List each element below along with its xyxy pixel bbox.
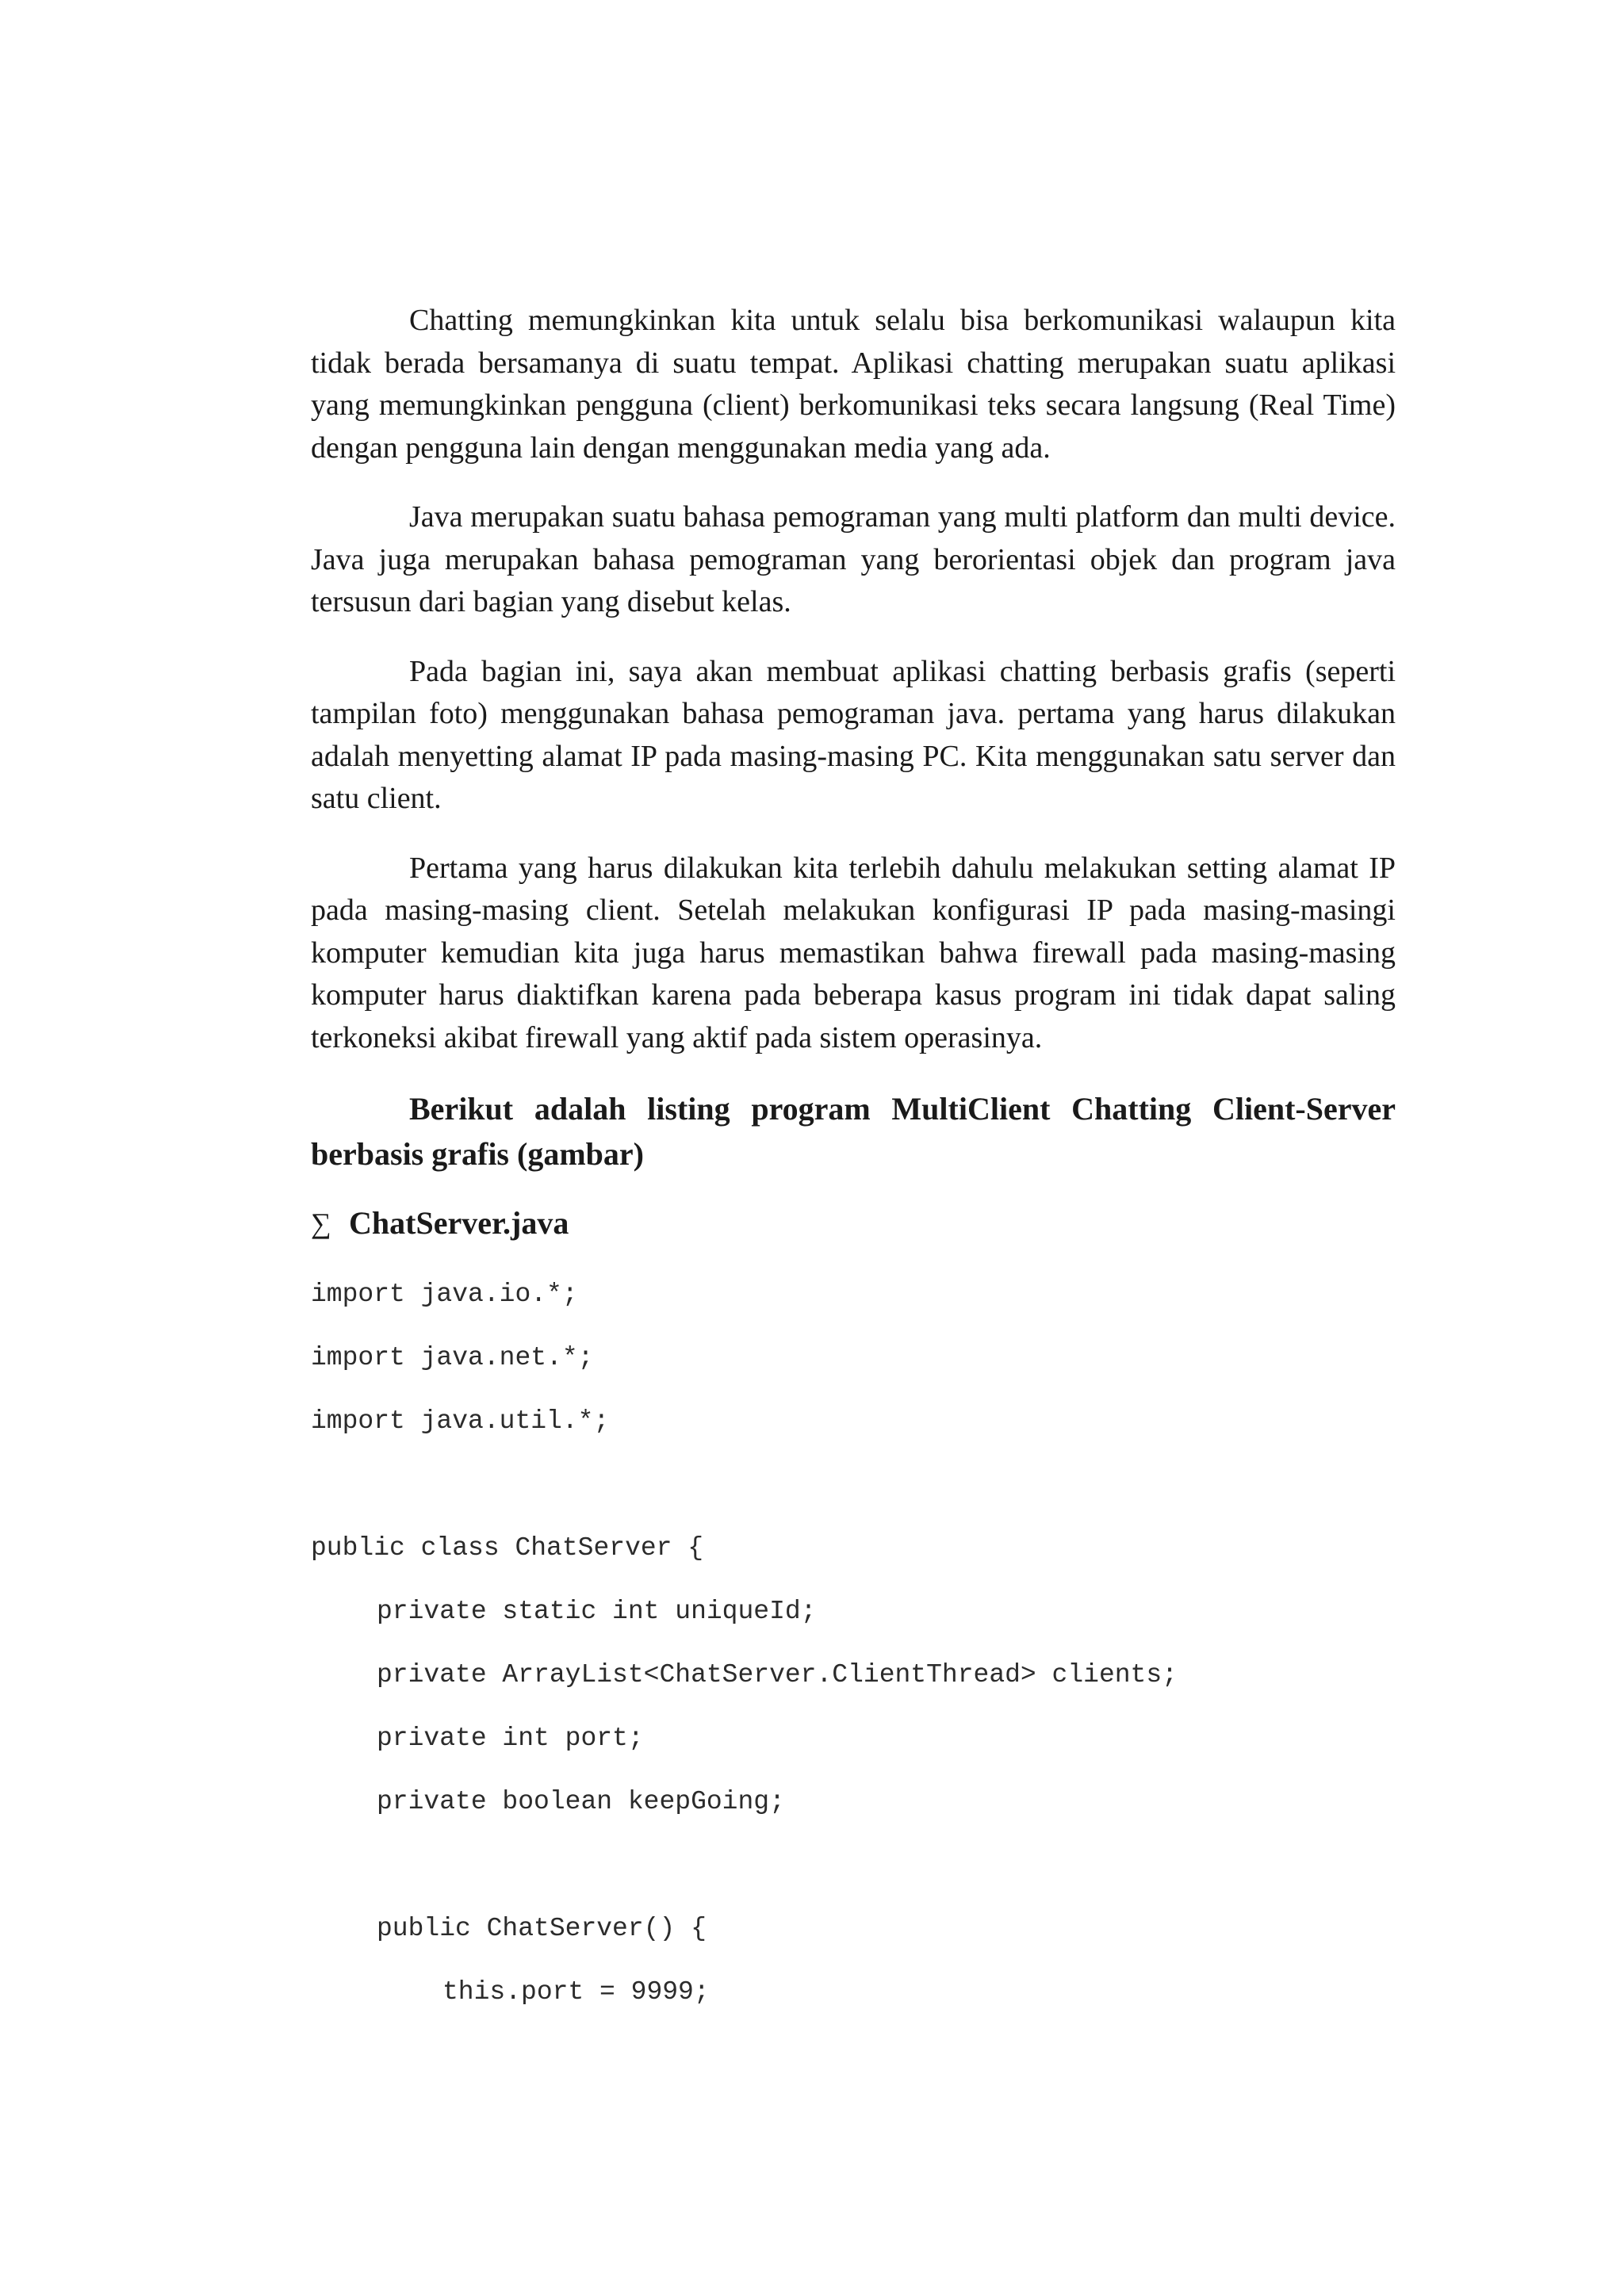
code-line: private int port; xyxy=(377,1724,644,1753)
paragraph-chatting: Chatting memungkinkan kita untuk selalu bisa berkomunikasi walaupun kita tidak berada bersamanya di suatu tempat. Aplikasi chatting merupakan suatu aplikasi yang memungkinkan pengguna (client) berkomunikasi teks secara langsung (Real Time) dengan pengguna lain dengan menggunakan media yang ada. xyxy=(311,304,1396,465)
code-line: private ArrayList<ChatServer.ClientThread> clients; xyxy=(377,1660,1178,1689)
file-title: ChatServer.java xyxy=(349,1205,569,1241)
code-blank-line xyxy=(311,1453,1396,1517)
paragraph-java: Java merupakan suatu bahasa pemograman yang multi platform dan multi device. Java juga merupakan bahasa pemograman yang berorientasi objek dan program java tersusun dari bagian yang disebut kelas. xyxy=(311,500,1396,618)
code-line: private boolean keepGoing; xyxy=(377,1787,785,1816)
code-line: import java.util.*; xyxy=(311,1406,610,1436)
code-line: import java.net.*; xyxy=(311,1343,594,1372)
code-blank-line xyxy=(311,1834,1396,1897)
paragraph-aplikasi: Pada bagian ini, saya akan membuat aplikasi chatting berbasis grafis (seperti tampilan foto) menggunakan bahasa pemograman java. pertama yang harus dilakukan adalah menyetting alamat IP pada masing-masing PC. Kita menggunakan satu server dan satu client. xyxy=(311,654,1396,815)
document-page xyxy=(311,300,1396,2024)
file-heading xyxy=(311,1200,1396,1246)
code-listing xyxy=(311,1263,1396,2024)
code-line: import java.io.*; xyxy=(311,1280,578,1309)
section-heading: Berikut adalah listing program MultiClient Chatting Client-Server berbasis grafis (gambar) xyxy=(311,1091,1396,1172)
paragraph-konfigurasi: Pertama yang harus dilakukan kita terlebih dahulu melakukan setting alamat IP pada masing-masing client. Setelah melakukan konfigurasi IP pada masing-masingi komputer kemudian kita juga harus memastikan bahwa firewall pada masing-masing komputer harus diaktifkan karena pada beberapa kasus program ini tidak dapat saling terkoneksi akibat firewall yang aktif pada sistem operasinya. xyxy=(311,851,1396,1054)
sigma-bullet-icon: ∑ xyxy=(311,1207,331,1239)
code-line: public ChatServer() { xyxy=(377,1914,707,1943)
code-line: this.port = 9999; xyxy=(442,1977,710,2007)
code-line: public class ChatServer { xyxy=(311,1533,704,1563)
code-line: private static int uniqueId; xyxy=(377,1597,817,1626)
